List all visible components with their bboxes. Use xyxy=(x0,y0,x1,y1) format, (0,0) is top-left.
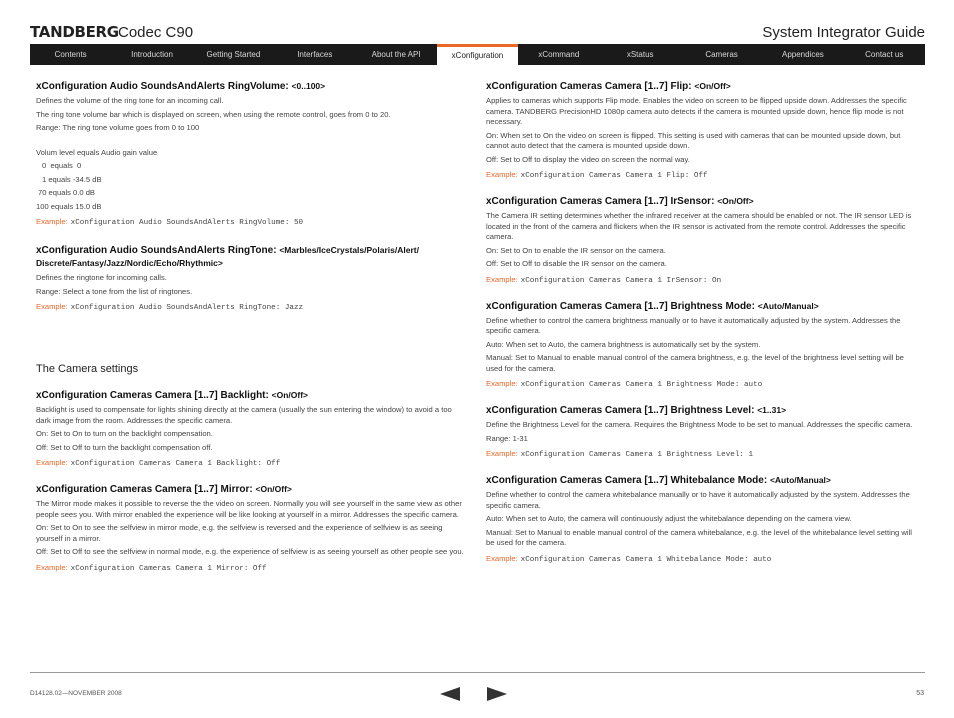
description: Range: Select a tone from the list of ringtones. xyxy=(36,286,193,296)
product-name: Codec C90 xyxy=(118,24,194,41)
value-row: 100 equals 15.0 dB xyxy=(36,201,102,211)
example-line: Example: xConfiguration Audio SoundsAndAlerts RingTone: Jazz xyxy=(36,302,304,312)
value-row: 0 equals 0 xyxy=(42,161,82,170)
camera-settings-heading: The Camera settings xyxy=(36,363,139,375)
nav-tab-cameras[interactable]: Cameras xyxy=(705,50,738,59)
page-header xyxy=(30,22,925,46)
nav-tab-getting-started[interactable]: Getting Started xyxy=(206,50,261,59)
description: Define whether to control the camera whitebalance manually or to have it automatically adjusted by the system. Addresses the specific camera. xyxy=(486,490,910,510)
section-heading: xConfiguration Audio SoundsAndAlerts RingTone: <Marbles/IceCrystals/Polaris/Alert/ Discrete/Fantasy/Jazz/Nordic/Echo/Rhythmic> xyxy=(36,245,419,268)
description: Define the Brightness Level for the camera. Requires the Brightness Mode to be set to manual. Addresses the specific camera. xyxy=(486,420,913,429)
section-heading: xConfiguration Cameras Camera [1..7] Brightness Level: <1..31> xyxy=(486,405,787,416)
brightness-mode-section xyxy=(486,300,918,391)
triangle-right-icon[interactable] xyxy=(487,687,507,701)
value-row: 1 equals -34.5 dB xyxy=(42,174,102,184)
document-reference: D14128.02—NOVEMBER 2008 xyxy=(30,690,122,697)
description: On: Set to On to see the selfview in mirror mode, e.g. the selfview is reversed and the experience of selfview is as seeing yourself in a mirror. xyxy=(36,523,443,543)
description: The Camera IR setting determines whether the infrared receiver at the camera should be enabled or not. The IR sensor LED is located in the front of the camera and flickers when the IR sensor is activated from the remote control. Addresses the specific camera. xyxy=(486,211,912,241)
description: Auto: When set to Auto, the camera brightness is automatically set by the system. xyxy=(486,339,761,349)
example-line: Example: xConfiguration Cameras Camera 1 Whitebalance Mode: auto xyxy=(486,553,772,564)
example-line: Example: xConfiguration Audio SoundsAndAlerts RingVolume: 50 xyxy=(36,217,304,227)
example-line: Example: xConfiguration Cameras Camera 1 Brightness Level: 1 xyxy=(486,449,754,459)
description: Manual: Set to Manual to enable manual control of the camera whitebalance, e.g. the level of the whitebalance level setting will be used for the camera. xyxy=(486,527,912,547)
description: Range: The ring tone volume goes from 0 to 100 xyxy=(36,123,200,132)
description: Backlight is used to compensate for lights shining directly at the camera (usually the sun entering the window) to avoid a too dark image from the room. Addresses the specific camera. xyxy=(36,405,452,425)
description: Applies to cameras which supports Flip mode. Enables the video on screen to be flipped upside down. Addresses the specific camera. TANDBERG PrecisionHD 1080p camera auto detects if the camera is mounted upside down, hence flip mode is not necessary. xyxy=(486,96,907,126)
ringvolume-section xyxy=(36,80,468,228)
flip-section xyxy=(486,80,918,181)
description: Off: Set to Off to display the video on screen the normal way. xyxy=(486,154,690,164)
guide-title: System Integrator Guide xyxy=(762,24,925,41)
right-column xyxy=(486,80,918,565)
ringtone-section xyxy=(36,244,468,313)
top-nav xyxy=(30,44,925,65)
footer-divider xyxy=(30,672,925,673)
example-line: Example: xConfiguration Cameras Camera 1 Flip: Off xyxy=(486,170,708,180)
section-heading: xConfiguration Cameras Camera [1..7] Flip: <On/Off> xyxy=(486,81,731,92)
description: Off: Set to Off to see the selfview in normal mode, e.g. the experience of selfview is as seeing yourself as other people see you. xyxy=(36,547,464,556)
nav-tab-appendices[interactable]: Appendices xyxy=(782,50,824,59)
description: On: Set to On to turn on the backlight compensation. xyxy=(36,429,213,438)
mirror-section xyxy=(36,483,468,574)
description: Off: Set to Off to disable the IR sensor on the camera. xyxy=(486,259,667,268)
value-row: 70 equals 0.0 dB xyxy=(38,188,95,197)
section-heading: xConfiguration Audio SoundsAndAlerts RingVolume: <0..100> xyxy=(36,81,326,92)
description: On: When set to On the video on screen is flipped. This setting is used with cameras that can be mounted upside down, but cannot auto detect that the camera is mounted upside down. xyxy=(486,130,901,150)
section-heading: xConfiguration Cameras Camera [1..7] Backlight: <On/Off> xyxy=(36,390,308,401)
left-column xyxy=(36,80,468,574)
brightness-level-section xyxy=(486,404,918,460)
nav-tab-xcommand[interactable]: xCommand xyxy=(538,50,580,59)
section-heading: xConfiguration Cameras Camera [1..7] Mirror: <On/Off> xyxy=(36,484,292,495)
description: The Mirror mode makes it possible to reverse the the video on screen. Normally you will see yourself in the same view as other people sees you. With mirror enabled the experience will be like looking at yourself in a mirror. Addresses the specific camera. xyxy=(36,499,462,519)
page-number: 53 xyxy=(916,690,924,697)
backlight-section xyxy=(36,389,468,469)
section-heading: xConfiguration Cameras Camera [1..7] Brightness Mode: <Auto/Manual> xyxy=(486,300,819,312)
description: Volum level equals Audio gain value xyxy=(36,147,158,157)
description: Range: 1-31 xyxy=(486,433,528,443)
nav-tab-contact-us[interactable]: Contact us xyxy=(865,50,904,59)
description: Off: Set to Off to turn the backlight compensation off. xyxy=(36,442,213,452)
example-line: Example: xConfiguration Cameras Camera 1 Mirror: Off xyxy=(36,562,267,573)
description: Auto: When set to Auto, the camera will continuously adjust the whitebalance depending on the camera view. xyxy=(486,514,852,523)
nav-tab-about-api[interactable]: About the API xyxy=(371,50,421,59)
nav-tab-xconfiguration[interactable]: xConfiguration xyxy=(437,44,518,65)
nav-tab-xstatus[interactable]: xStatus xyxy=(626,50,654,59)
nav-tab-interfaces[interactable]: Interfaces xyxy=(297,50,333,59)
example-line: Example: xConfiguration Cameras Camera 1 IrSensor: On xyxy=(486,274,722,285)
section-heading: xConfiguration Cameras Camera [1..7] Whitebalance Mode: <Auto/Manual> xyxy=(486,475,831,486)
brand-logo: TANDBERG xyxy=(30,23,119,41)
example-line: Example: xConfiguration Cameras Camera 1 Backlight: Off xyxy=(36,458,281,468)
nav-tab-introduction[interactable]: Introduction xyxy=(131,50,173,59)
description: Define whether to control the camera brightness manually or to have it automatically adjusted by the system. Addresses the specific camera. xyxy=(486,315,901,335)
triangle-left-icon[interactable] xyxy=(440,687,460,701)
irsensor-section xyxy=(486,195,918,286)
nav-tab-contents[interactable]: Contents xyxy=(54,50,87,59)
description: The ring tone volume bar which is displayed on screen, when using the remote control, goes from 0 to 20. xyxy=(36,109,391,119)
description: Manual: Set to Manual to enable manual control of the camera brightness, e.g. the level of the brightness level setting will be used for the camera. xyxy=(486,353,904,373)
whitebalance-mode-section xyxy=(486,474,918,565)
description: Defines the volume of the ring tone for an incoming call. xyxy=(36,96,224,105)
example-line: Example: xConfiguration Cameras Camera 1 Brightness Mode: auto xyxy=(486,379,763,389)
description: On: Set to On to enable the IR sensor on the camera. xyxy=(486,245,666,255)
description: Defines the ringtone for incoming calls. xyxy=(36,273,167,282)
section-heading: xConfiguration Cameras Camera [1..7] IrSensor: <On/Off> xyxy=(486,196,754,207)
